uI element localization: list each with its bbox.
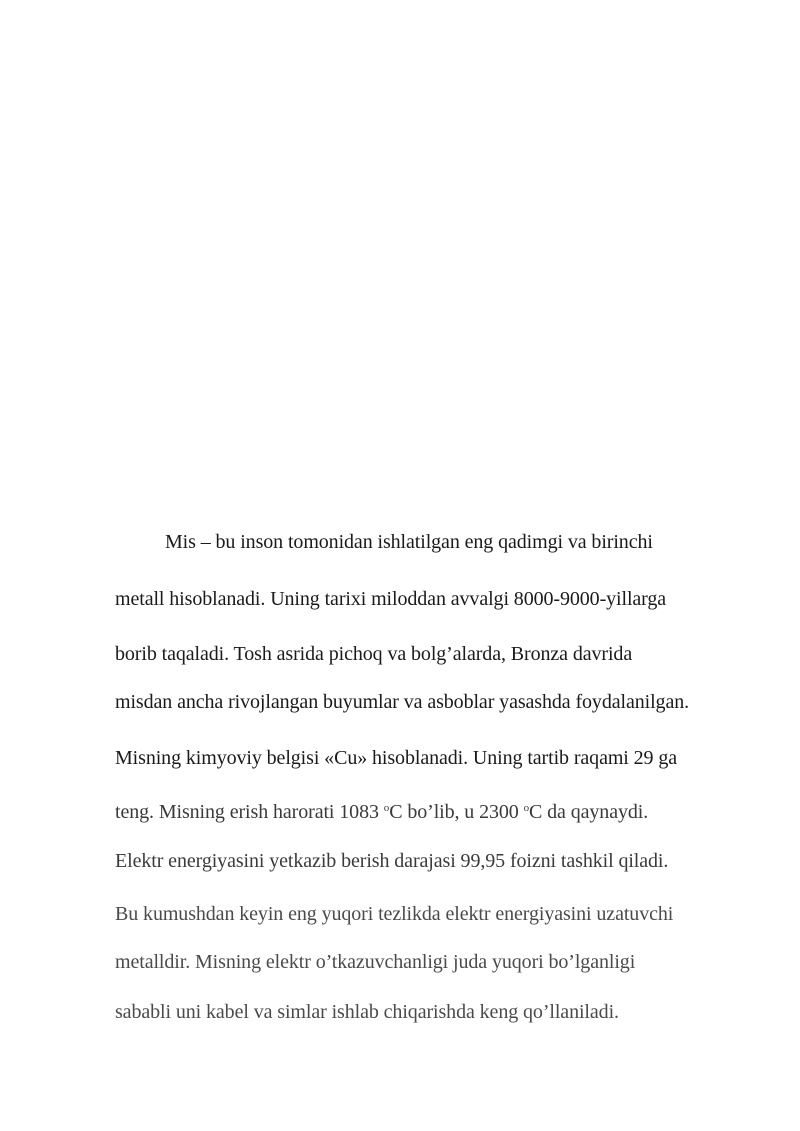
paragraph-2-line-6: sababli uni kabel va simlar ishlab chiqarishda keng qo’llaniladi. [115, 1001, 619, 1023]
paragraph-2-line-3: Elektr energiyasini yetkazib berish darajasi 99,95 foizni tashkil qiladi. [115, 850, 669, 872]
paragraph-2-line-2 [115, 802, 648, 822]
line-text-part: teng. Misning erish harorati 1083 [115, 801, 384, 823]
paragraph-1-line-1: Mis – bu inson tomonidan ishlatilgan eng qadimgi va birinchi [165, 531, 653, 553]
paragraph-2-line-1: Misning kimyoviy belgisi «Cu» hisoblanadi. Uning tartib raqami 29 ga [115, 747, 678, 769]
paragraph-2-line-4: Bu kumushdan keyin eng yuqori tezlikda elektr energiyasini uzatuvchi [115, 903, 674, 925]
paragraph-2-line-5: metalldir. Misning elektr o’tkazuvchanligi juda yuqori bo’lganligi [115, 951, 636, 973]
degree-superscript: o [383, 802, 390, 814]
line-text-part: C da qaynaydi. [529, 801, 649, 823]
paragraph-1-line-2: metall hisoblanadi. Uning tarixi miloddan avvalgi 8000-9000-yillarga [115, 588, 667, 610]
line-text-part: C bo’lib, u 2300 [389, 801, 524, 823]
degree-superscript: o [523, 802, 530, 814]
paragraph-1-line-3: borib taqaladi. Tosh asrida pichoq va bolg’alarda, Bronza davrida [115, 643, 633, 665]
paragraph-1-line-4: misdan ancha rivojlangan buyumlar va asboblar yasashda foydalanilgan. [115, 691, 690, 713]
